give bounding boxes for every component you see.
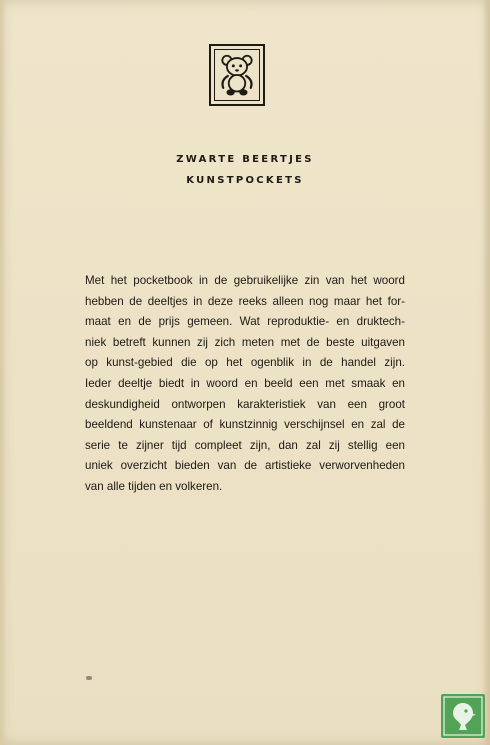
paragraph-line: deskundigheid ontworpen karakteristiek van een groot	[85, 397, 405, 411]
series-subtitle: KUNSTPOCKETS	[186, 175, 304, 186]
paragraph-line: niek betreft kunnen zij zich meten met de beste uitgaven	[85, 335, 405, 349]
paragraph-line: beeldend kunstenaar of kunstzinnig verschijnsel en zal de	[85, 418, 405, 432]
teddy-bear-icon	[214, 49, 260, 101]
paragraph-line: van alle tijden en volkeren.	[85, 479, 223, 493]
paragraph-line: Met het pocketbook in de gebruikelijke zin van het woord	[85, 274, 405, 287]
cover-edge-right	[482, 0, 490, 745]
paragraph-line: maat en de prijs gemeen. Wat reproduktie- en druktech-	[85, 315, 405, 329]
paper-speck	[86, 676, 92, 680]
series-title: ZWARTE BEERTJES	[176, 154, 314, 165]
paragraph-line: serie te zijner tijd compleet zijn, dan zal zij stellig een	[85, 438, 405, 452]
lastdodo-stamp-icon	[441, 694, 485, 738]
description-paragraph	[85, 271, 405, 498]
publisher-logo	[209, 44, 265, 106]
paragraph-line: uniek overzicht bieden van de artistieke verworvenheden	[85, 459, 405, 473]
cover-edge-left	[0, 0, 6, 745]
paragraph-line: hebben de deeltjes in deze reeks alleen nog maar het for-	[85, 294, 405, 308]
paragraph-line: Ieder deeltje biedt in woord en beeld een met smaak en	[85, 376, 405, 390]
paragraph-line: op kunst-gebied die op het ogenblik in de handel zijn.	[85, 356, 405, 370]
